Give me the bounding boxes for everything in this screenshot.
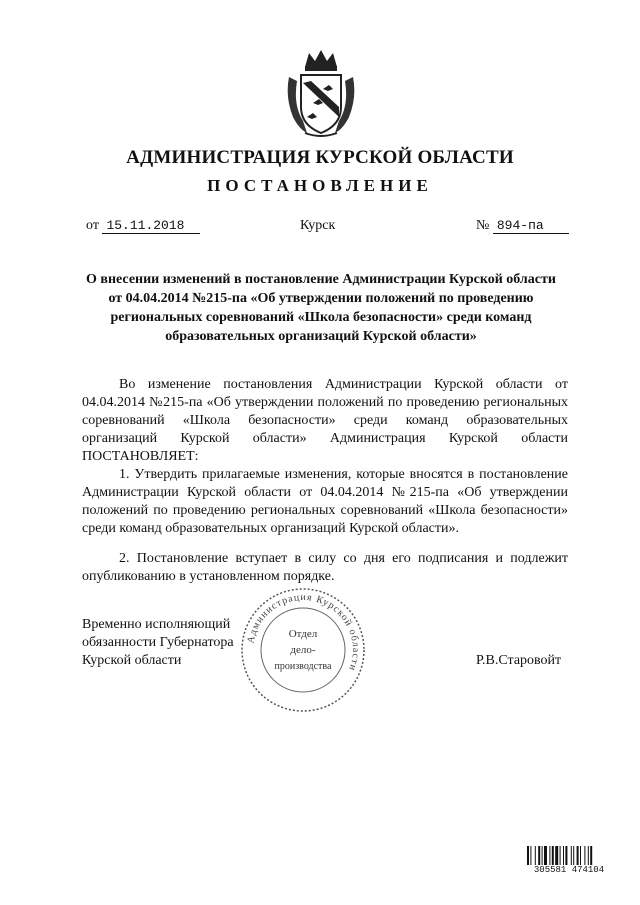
document-type: ПОСТАНОВЛЕНИЕ: [207, 176, 433, 195]
stamp-line-1: Отдел: [288, 628, 318, 640]
number-prefix: №: [476, 218, 490, 233]
document-date-field: [86, 218, 200, 234]
signatory-line-3: Курской области: [82, 653, 182, 668]
stamp-line-2: дело-: [290, 644, 316, 656]
stamp-ring-text: Администрация Курской области: [245, 591, 362, 673]
signatory-line-2: обязанности Губернатора: [82, 635, 234, 650]
body-paragraph-3: 2. Постановление вступает в силу со дня его подписания и подлежит опубликованию в установленном порядке.: [82, 551, 568, 584]
document-city: Курск: [300, 218, 336, 233]
body-paragraph-1: Во изменение постановления Администрации Курской области от 04.04.2014 №215-па «Об утверждении положений по проведению региональных соревнований «Школа безопасности» среди команд образовательных организаций Курской области» Администрация Курской области ПОСТАНОВЛЯЕТ:: [82, 377, 568, 464]
document-title: О внесении изменений в постановление Администрации Курской области от 04.04.2014 №215-па «Об утверждении положений по проведению региональных соревнований «Школа безопасности» среди команд образовательных организаций Курской области»: [86, 272, 556, 344]
signatory-line-1: Временно исполняющий: [82, 617, 231, 632]
stamp-line-3: производства: [274, 661, 332, 672]
organization-name: АДМИНИСТРАЦИЯ КУРСКОЙ ОБЛАСТИ: [126, 147, 514, 168]
signatory-position: [82, 616, 234, 670]
barcode-number: 305581 474104: [526, 865, 612, 875]
date-prefix: от: [86, 218, 99, 233]
official-stamp: [238, 585, 368, 715]
signer-name: Р.В.Старовойт: [476, 653, 562, 668]
body-paragraph-2: 1. Утвердить прилагаемые изменения, которые вносятся в постановление Администрации Курской области от 04.04.2014 №215-па «Об утверждении положений по проведению региональных соревнований «Школа безопасности» среди команд образовательных организаций Курской области».: [82, 467, 568, 536]
coat-of-arms-icon: [283, 47, 359, 139]
document-number-field: [476, 218, 569, 234]
document-number: 894-па: [493, 218, 569, 234]
document-date: 15.11.2018: [102, 218, 200, 234]
